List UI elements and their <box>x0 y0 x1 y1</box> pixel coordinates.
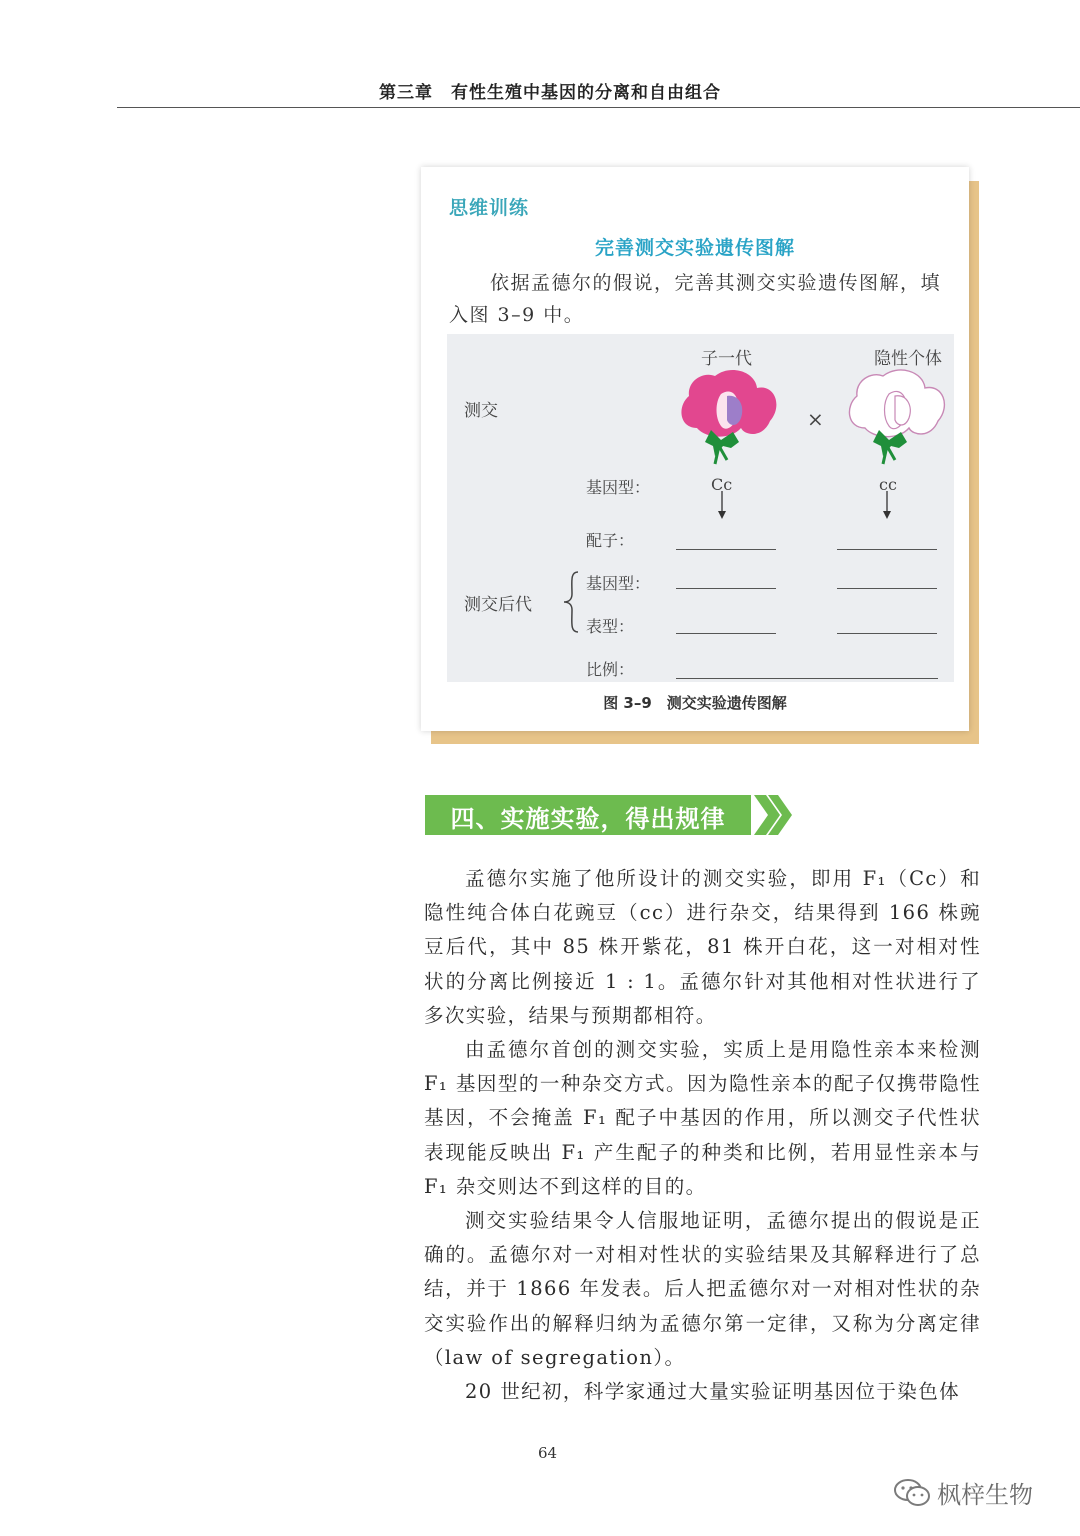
section-title: 四、实施实验，得出规律 <box>450 805 726 833</box>
offspring-genotype-label: 基因型： <box>586 574 651 593</box>
recessive-genotype: cc <box>879 475 897 494</box>
watermark <box>893 1473 1053 1509</box>
brace-icon <box>562 570 580 634</box>
white-flower-icon <box>843 366 953 466</box>
cross-symbol: × <box>807 407 824 431</box>
header-title: 第三章 有性生殖中基因的分离和自由组合 <box>379 83 721 103</box>
box-heading: 完善测交实验遗传图解 <box>594 237 795 259</box>
phenotype-blank-2[interactable] <box>837 633 937 634</box>
f1-genotype: Cc <box>711 475 733 494</box>
offspring-genotype-blank-1[interactable] <box>676 588 776 589</box>
gamete-label: 配子： <box>586 531 635 550</box>
body-text <box>424 862 981 1409</box>
phenotype-blank-1[interactable] <box>676 633 776 634</box>
box-label: 思维训练 <box>449 197 530 219</box>
offspring-label: 测交后代 <box>464 595 532 615</box>
gamete-blank-f1[interactable] <box>676 549 776 550</box>
arrow-down-icon <box>882 491 892 519</box>
section-banner <box>425 795 751 835</box>
header-rule <box>117 107 1080 108</box>
figure-caption: 图 3–9 测交实验遗传图解 <box>603 694 787 712</box>
genotype-label: 基因型： <box>586 478 651 497</box>
purple-flower-icon <box>675 366 785 466</box>
phenotype-label: 表型： <box>586 617 635 636</box>
page-number: 64 <box>537 1444 558 1462</box>
col-f1-title: 子一代 <box>701 349 752 369</box>
col-recessive-title: 隐性个体 <box>874 349 942 369</box>
genetic-diagram <box>447 334 954 682</box>
watermark-name: 枫梓生物 <box>937 1481 1033 1509</box>
wechat-icon <box>893 1477 933 1509</box>
arrow-down-icon <box>717 491 727 519</box>
double-chevron-icon <box>752 795 794 835</box>
paragraph-1: 孟德尔实施了他所设计的测交实验，即用 F₁（Cc）和隐性纯合体白花豌豆（cc）进行杂交，结果得到 166 株豌豆后代，其中 85 株开紫花，81 株开白花，这一对相对性状的分离比例接近 1 : 1。孟德尔针对其他相对性状进行了多次实验，结果与预期都相符。 <box>424 867 981 1027</box>
gamete-blank-recessive[interactable] <box>837 549 937 550</box>
paragraph-3: 测交实验结果令人信服地证明，孟德尔提出的假说是正确的。孟德尔对一对相对性状的实验结果及其解释进行了总结，并于 1866 年发表。后人把孟德尔对一对相对性状的杂交实验作出的解释归纳为孟德尔第一定律，又称为分离定律（law of segregation）。 <box>424 1209 981 1369</box>
row-testcross-label: 测交 <box>464 401 498 421</box>
ratio-label: 比例： <box>586 660 635 679</box>
thinking-training-box <box>421 167 969 731</box>
ratio-blank[interactable] <box>676 678 938 679</box>
box-instruction: 依据孟德尔的假说，完善其测交实验遗传图解，填入图 3–9 中。 <box>449 272 942 326</box>
offspring-genotype-blank-2[interactable] <box>837 588 937 589</box>
paragraph-2: 由孟德尔首创的测交实验，实质上是用隐性亲本来检测 F₁ 基因型的一种杂交方式。因为隐性亲本的配子仅携带隐性基因，不会掩盖 F₁ 配子中基因的作用，所以测交子代性状表现能反映出 F₁ 产生配子的种类和比例，若用显性亲本与 F₁ 杂交则达不到这样的目的。 <box>424 1038 981 1198</box>
paragraph-4: 20 世纪初，科学家通过大量实验证明基因位于染色体 <box>465 1380 961 1404</box>
